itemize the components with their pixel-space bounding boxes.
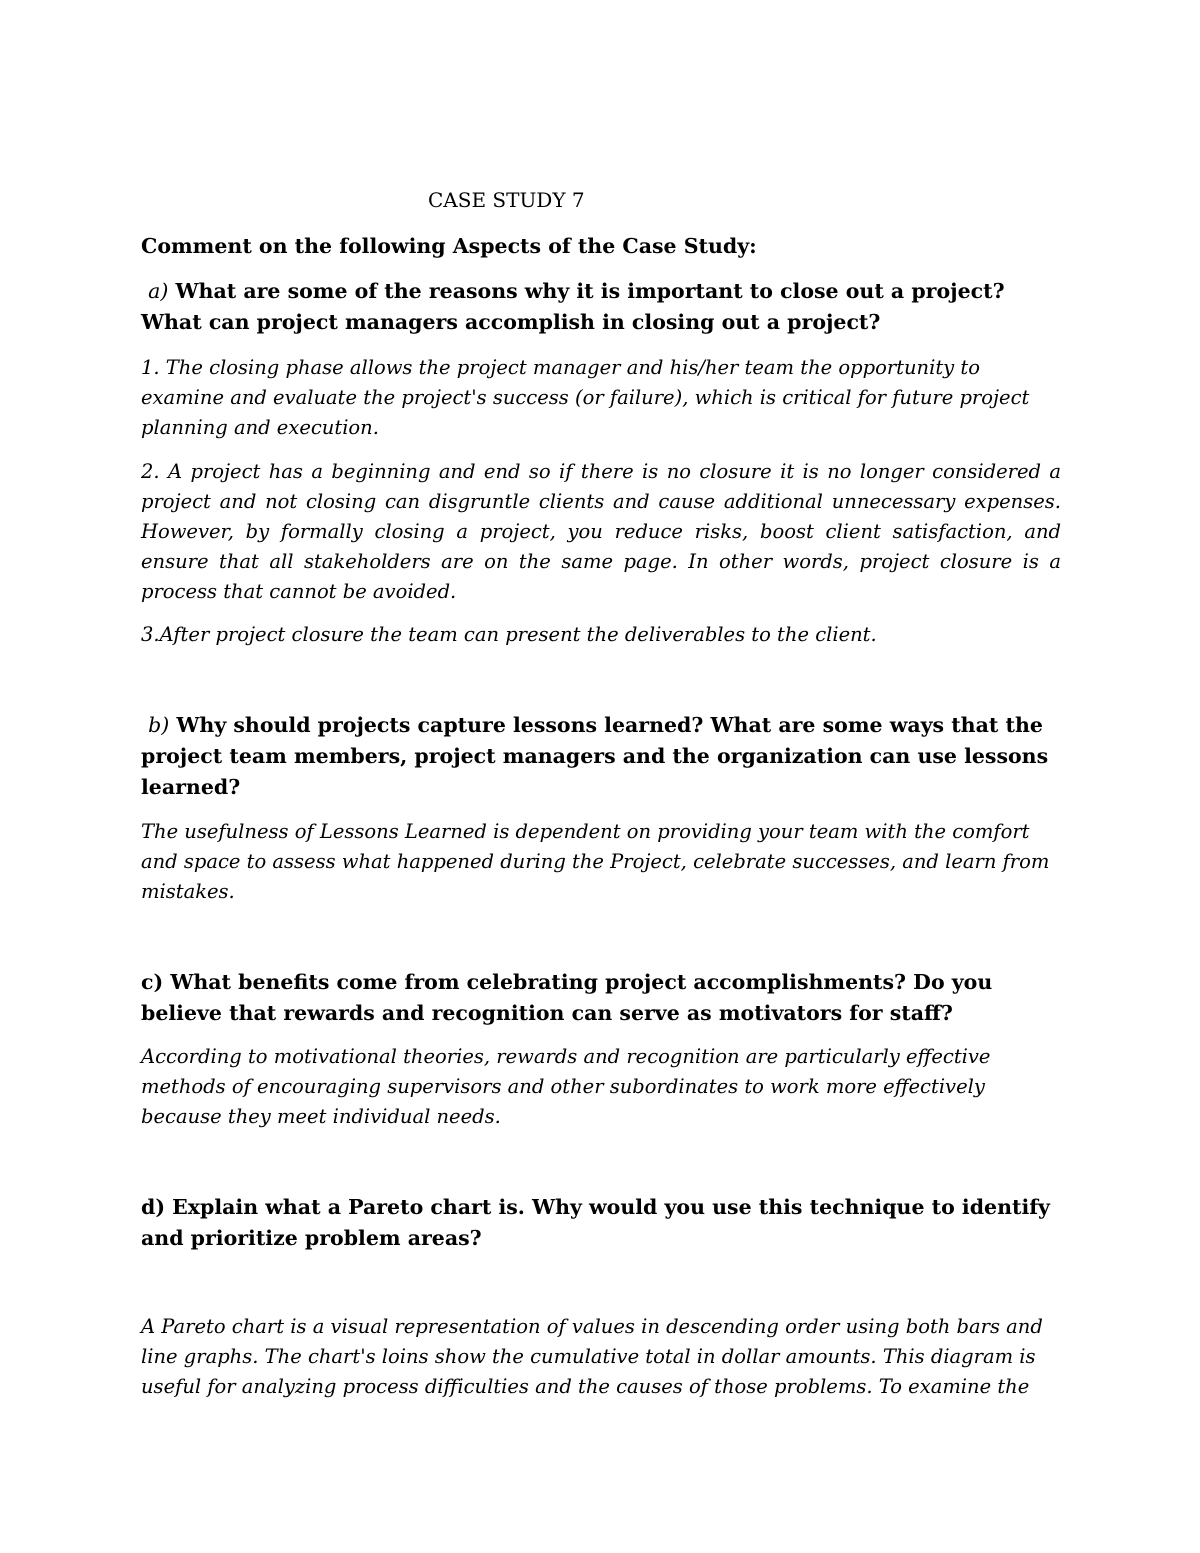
question-b-label: b): [148, 713, 170, 737]
answer-a-3: 3.After project closure the team can present the deliverables to the client.: [141, 623, 877, 646]
answer-c-1: According to motivational theories, rewards and recognition are particularly effective methods of encouraging supervisors and other subordinates to work more effectively because they meet individual needs.: [141, 1045, 991, 1128]
question-d: d) Explain what a Pareto chart is. Why would you use this technique to identify and prioritize problem areas?: [141, 1195, 1050, 1250]
intro-heading: Comment on the following Aspects of the Case Study:: [141, 234, 757, 258]
question-b-text: Why should projects capture lessons learned? What are some ways that the project team members, project managers and the organization can use lessons learned?: [141, 713, 1049, 799]
answer-d-1: A Pareto chart is a visual representation of values in descending order using both bars and line graphs. The chart's loins show the cumulative total in dollar amounts. This diagram is useful for analyzing process difficulties and the causes of those problems. To examine the: [141, 1315, 1043, 1398]
answer-a-2: 2. A project has a beginning and end so if there is no closure it is no longer considered a project and not closing can disgruntle clients and cause additional unnecessary expenses. However, by formally closing a project, you reduce risks, boost client satisfaction, and ensure that all stakeholders are on the same page. In other words, project closure is a process that cannot be avoided.: [141, 460, 1061, 603]
question-c: c) What benefits come from celebrating project accomplishments? Do you believe that rewards and recognition can serve as motivators for staff?: [141, 970, 993, 1025]
document-title: CASE STUDY 7: [428, 188, 585, 212]
question-a-label: a): [148, 279, 169, 303]
question-a-text: What are some of the reasons why it is important to close out a project? What can project managers accomplish in closing out a project?: [141, 279, 1005, 334]
question-b: [141, 710, 1071, 803]
answer-a-1: 1. The closing phase allows the project manager and his/her team the opportunity to examine and evaluate the project's success (or failure), which is critical for future project planning and execution.: [141, 356, 1030, 439]
question-a: [141, 276, 1071, 338]
answer-b-1: The usefulness of Lessons Learned is dependent on providing your team with the comfort and space to assess what happened during the Project, celebrate successes, and learn from mistakes.: [141, 820, 1050, 903]
